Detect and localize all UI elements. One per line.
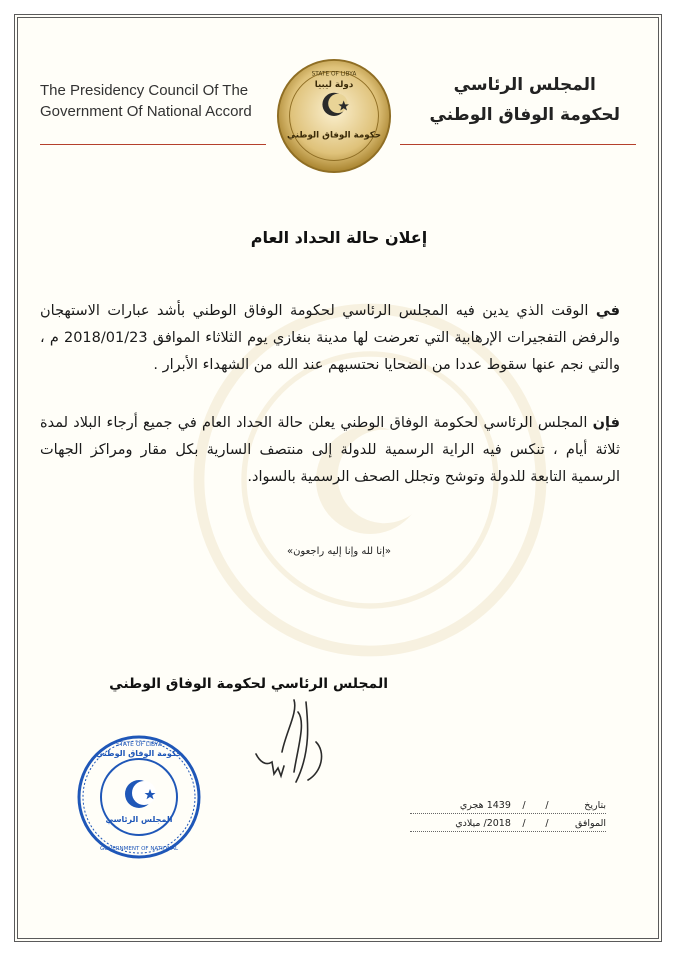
- date-hijri-label: بتاريخ: [584, 800, 606, 811]
- seal-bottom-text-en-bottom: GOVERNMENT OF NATIONAL: [99, 846, 179, 852]
- paragraph-1-lead: في: [595, 303, 620, 319]
- seal-top-text-en: STATE OF LIBYA: [311, 71, 357, 78]
- paragraph-1: [40, 298, 620, 379]
- date-gregorian-sep-2: /: [522, 818, 526, 829]
- header-english-line2: Government Of National Accord: [40, 103, 252, 120]
- signatory-title: المجلس الرئاسي لحكومة الوفاق الوطني: [109, 676, 388, 692]
- date-gregorian-label: الموافق: [574, 818, 606, 829]
- date-hijri-row: [410, 800, 606, 811]
- date-hijri-sep-1: /: [545, 800, 549, 811]
- seal-bottom-text-ar: حكومة الوفاق الوطني: [95, 749, 183, 758]
- seal-bottom-text-en: STATE OF LIBYA: [115, 741, 163, 748]
- paragraph-1-text: الوقت الذي يدين فيه المجلس الرئاسي لحكومة الوفاق الوطني بأشد عبارات الاستهجان والرفض التفجيرات الإرهابية التي تعرضت لها مدينة بنغازي يوم الثلاثاء الموافق 2018/01/23 م ، والتي نجم عنها سقوط عددا من الضحايا نحتسبهم عند الله من الشهداء الأبرار .: [40, 303, 620, 373]
- date-gregorian-sep-1: /: [545, 818, 549, 829]
- header-arabic: [430, 70, 620, 130]
- seal-bottom-text-ar-center: المجلس الرئاسي: [105, 815, 173, 824]
- header-rule-left: [40, 144, 266, 145]
- document-title: إعلان حالة الحداد العام: [250, 228, 428, 247]
- date-gregorian-row: [410, 818, 606, 829]
- date-hijri-value: 1439 هجري: [459, 800, 511, 811]
- date-gregorian-value: 2018/ ميلادي: [455, 818, 511, 829]
- quran-quote: «إنا لله وإنا إليه راجعون»: [286, 546, 392, 557]
- paragraph-2-text: المجلس الرئاسي لحكومة الوفاق الوطني يعلن حالة الحداد العام في جميع أرجاء البلاد لمدة ثلاثة أيام ، تنكس فيه الراية الرسمية للدولة إلى منتصف السارية بكل مقار ومراكز الجهات الرسمية التابعة للدولة وتوشح وتجلل الصحف الرسمية بالسواد.: [40, 415, 620, 485]
- state-seal-blue-stamp: [74, 732, 204, 862]
- seal-top-text-ar: دولة ليبيا: [314, 80, 354, 90]
- header-arabic-line2: لحكومة الوفاق الوطني: [429, 105, 620, 125]
- paragraph-2-lead: فإن: [592, 415, 620, 431]
- date-hijri-sep-2: /: [522, 800, 526, 811]
- handwritten-signature: [236, 692, 356, 792]
- state-seal-gold: [276, 58, 392, 174]
- date-hijri-dotted-line: [410, 813, 606, 814]
- paragraph-2: [40, 410, 620, 491]
- header-rule-right: [400, 144, 636, 145]
- header-english-line1: The Presidency Council Of The: [40, 82, 249, 99]
- header-arabic-line1: المجلس الرئاسي: [453, 75, 596, 95]
- header-english: [40, 80, 252, 122]
- date-gregorian-dotted-line: [410, 831, 606, 832]
- seal-top-text-ar-bottom: حكومة الوفاق الوطني: [286, 130, 382, 141]
